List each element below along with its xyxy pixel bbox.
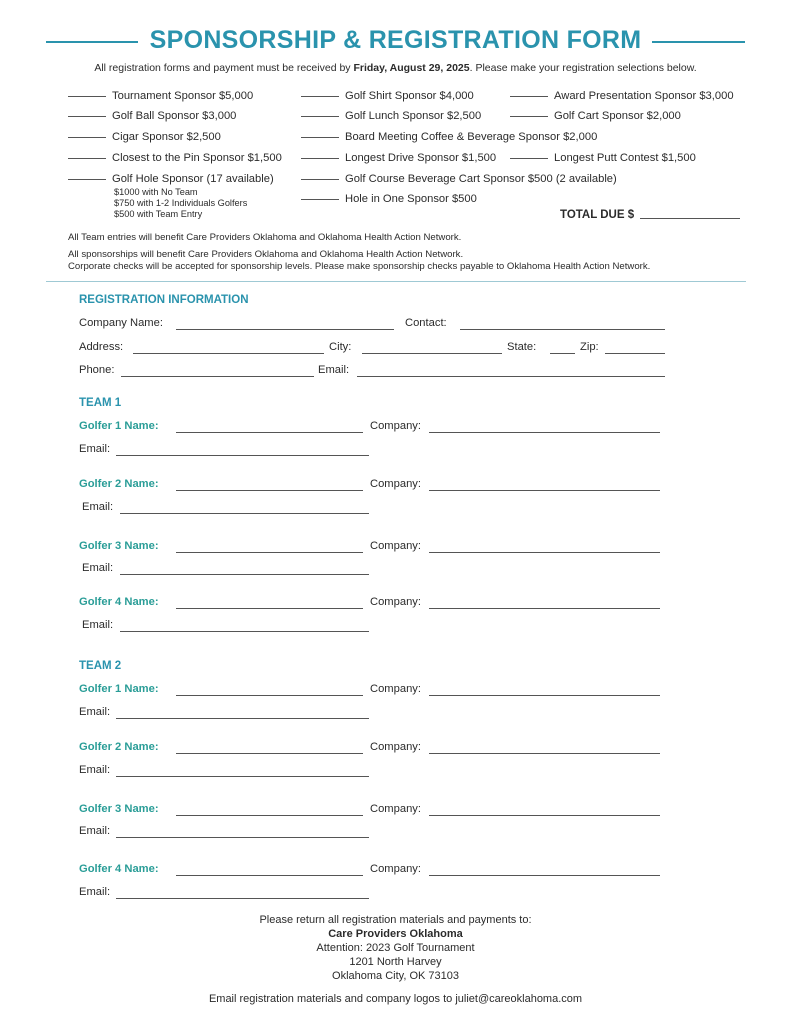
attention-line: Attention: 2023 Golf Tournament	[316, 942, 475, 954]
golfer-email-label: Email:	[79, 706, 111, 718]
note-sponsorship: All sponsorships will benefit Care Providers Oklahoma and Oklahoma Health Action Network.	[68, 249, 464, 260]
return-address	[0, 913, 791, 983]
sponsor-option[interactable]: Tournament Sponsor $5,000	[68, 90, 253, 102]
golfer-name-field[interactable]	[176, 815, 363, 816]
sponsor-option[interactable]: Board Meeting Coffee & Beverage Sponsor $2,000	[301, 131, 597, 143]
email-label: Email:	[318, 364, 350, 376]
note-team: All Team entries will benefit Care Providers Oklahoma and Oklahoma Health Action Network.	[68, 232, 462, 243]
page-title: SPONSORSHIP & REGISTRATION FORM	[0, 26, 791, 55]
golfer-email-label: Email:	[79, 886, 111, 898]
golfer-name-label: Golfer 2 Name:	[79, 741, 159, 753]
golfer-email-field[interactable]	[120, 574, 369, 575]
golfer-email-field[interactable]	[120, 513, 369, 514]
golfer-name-field[interactable]	[176, 753, 363, 754]
golfer-company-label: Company:	[370, 540, 421, 552]
golfer-company-label: Company:	[370, 683, 421, 695]
registration-heading: REGISTRATION INFORMATION	[79, 294, 249, 306]
checkbox-blank[interactable]	[510, 96, 548, 97]
sponsor-option[interactable]: Hole in One Sponsor $500	[301, 193, 477, 205]
email-instruction: Email registration materials and company logos to juliet@careoklahoma.com	[208, 993, 583, 1005]
sponsor-option[interactable]: Golf Ball Sponsor $3,000	[68, 110, 236, 122]
checkbox-blank[interactable]	[68, 137, 106, 138]
golfer-email-field[interactable]	[120, 631, 369, 632]
city-field[interactable]	[362, 353, 502, 354]
golfer-email-label: Email:	[79, 764, 111, 776]
golfer-name-label: Golfer 3 Name:	[79, 803, 159, 815]
contact-label: Contact:	[405, 317, 447, 329]
zip-label: Zip:	[580, 341, 599, 353]
checkbox-blank[interactable]	[301, 179, 339, 180]
golfer-email-label: Email:	[82, 619, 114, 631]
golfer-email-field[interactable]	[116, 837, 369, 838]
golfer-name-label: Golfer 3 Name:	[79, 540, 159, 552]
golfer-email-label: Email:	[82, 501, 114, 513]
golfer-email-field[interactable]	[116, 455, 369, 456]
address-label: Address:	[79, 341, 124, 353]
intro-date: Friday, August 29, 2025	[353, 62, 470, 74]
golfer-name-label: Golfer 4 Name:	[79, 863, 159, 875]
sponsor-option[interactable]: Closest to the Pin Sponsor $1,500	[68, 152, 282, 164]
phone-label: Phone:	[79, 364, 115, 376]
sponsor-option[interactable]: Cigar Sponsor $2,500	[68, 131, 221, 143]
golfer-name-label: Golfer 2 Name:	[79, 478, 159, 490]
golfer-email-label: Email:	[79, 825, 111, 837]
total-due[interactable]	[560, 209, 740, 221]
return-instruction: Please return all registration materials and payments to:	[259, 914, 532, 926]
sponsor-option[interactable]: Golf Hole Sponsor (17 available)	[68, 173, 274, 185]
golfer-company-label: Company:	[370, 863, 421, 875]
golfer-name-field[interactable]	[176, 695, 363, 696]
checkbox-blank[interactable]	[301, 199, 339, 200]
checkbox-blank[interactable]	[68, 96, 106, 97]
sponsor-option[interactable]: Golf Cart Sponsor $2,000	[510, 110, 681, 122]
golfer-email-field[interactable]	[116, 776, 369, 777]
zip-field[interactable]	[605, 353, 665, 354]
golfer-company-label: Company:	[370, 596, 421, 608]
total-due-field[interactable]	[640, 218, 740, 219]
sponsor-option[interactable]: Golf Course Beverage Cart Sponsor $500 (2 available)	[301, 173, 617, 185]
golfer-company-field[interactable]	[429, 490, 660, 491]
intro-prefix: All registration forms and payment must be received by	[94, 62, 354, 74]
sponsor-option[interactable]: Longest Drive Sponsor $1,500	[301, 152, 496, 164]
golfer-company-field[interactable]	[429, 608, 660, 609]
phone-field[interactable]	[121, 376, 314, 377]
golfer-company-field[interactable]	[429, 815, 660, 816]
title-row	[0, 26, 791, 58]
org-name: Care Providers Oklahoma	[328, 928, 463, 940]
checkbox-blank[interactable]	[301, 96, 339, 97]
checkbox-blank[interactable]	[301, 116, 339, 117]
golfer-company-field[interactable]	[429, 753, 660, 754]
golfer-name-field[interactable]	[176, 552, 363, 553]
checkbox-blank[interactable]	[301, 137, 339, 138]
golfer-company-label: Company:	[370, 420, 421, 432]
checkbox-blank[interactable]	[510, 116, 548, 117]
contact-field[interactable]	[460, 329, 665, 330]
golfer-name-field[interactable]	[176, 490, 363, 491]
golfer-name-label: Golfer 1 Name:	[79, 683, 159, 695]
city-state-zip: Oklahoma City, OK 73103	[332, 970, 459, 982]
golfer-company-label: Company:	[370, 478, 421, 490]
golfer-company-label: Company:	[370, 803, 421, 815]
golfer-name-field[interactable]	[176, 875, 363, 876]
intro-text	[0, 62, 791, 74]
state-field[interactable]	[550, 353, 575, 354]
sponsor-option[interactable]: Golf Shirt Sponsor $4,000	[301, 90, 474, 102]
golfer-company-field[interactable]	[429, 695, 660, 696]
checkbox-blank[interactable]	[301, 158, 339, 159]
checkbox-blank[interactable]	[68, 116, 106, 117]
email-field[interactable]	[357, 376, 665, 377]
street-address: 1201 North Harvey	[349, 956, 442, 968]
checkbox-blank[interactable]	[68, 179, 106, 180]
golfer-email-field[interactable]	[116, 718, 369, 719]
golf-hole-details: $1000 with No Team $750 with 1-2 Individuals Golfers $500 with Team Entry	[114, 187, 248, 219]
address-field[interactable]	[133, 353, 324, 354]
intro-suffix: . Please make your registration selections below.	[469, 62, 697, 74]
golfer-company-label: Company:	[370, 741, 421, 753]
total-due-label: TOTAL DUE $	[560, 209, 635, 221]
sponsor-option[interactable]: Longest Putt Contest $1,500	[510, 152, 696, 164]
golfer-email-label: Email:	[79, 443, 111, 455]
golfer-name-label: Golfer 1 Name:	[79, 420, 159, 432]
checkbox-blank[interactable]	[68, 158, 106, 159]
sponsor-option[interactable]: Golf Lunch Sponsor $2,500	[301, 110, 481, 122]
golfer-email-label: Email:	[82, 562, 114, 574]
sponsor-option[interactable]: Award Presentation Sponsor $3,000	[510, 90, 734, 102]
golfer-company-field[interactable]	[429, 875, 660, 876]
golfer-name-label: Golfer 4 Name:	[79, 596, 159, 608]
city-label: City:	[329, 341, 352, 353]
state-label: State:	[507, 341, 537, 353]
golfer-email-field[interactable]	[116, 898, 369, 899]
team-1-heading: TEAM 1	[79, 397, 122, 409]
team-2-heading: TEAM 2	[79, 660, 122, 672]
company-name-field[interactable]	[176, 329, 394, 330]
section-divider	[46, 281, 746, 282]
golfer-company-field[interactable]	[429, 432, 660, 433]
golfer-company-field[interactable]	[429, 552, 660, 553]
golfer-name-field[interactable]	[176, 432, 363, 433]
golfer-name-field[interactable]	[176, 608, 363, 609]
checkbox-blank[interactable]	[510, 158, 548, 159]
note-checks: Corporate checks will be accepted for sponsorship levels. Please make sponsorship checks payable to Oklahoma Health Action Network.	[68, 261, 651, 272]
company-name-label: Company Name:	[79, 317, 163, 329]
